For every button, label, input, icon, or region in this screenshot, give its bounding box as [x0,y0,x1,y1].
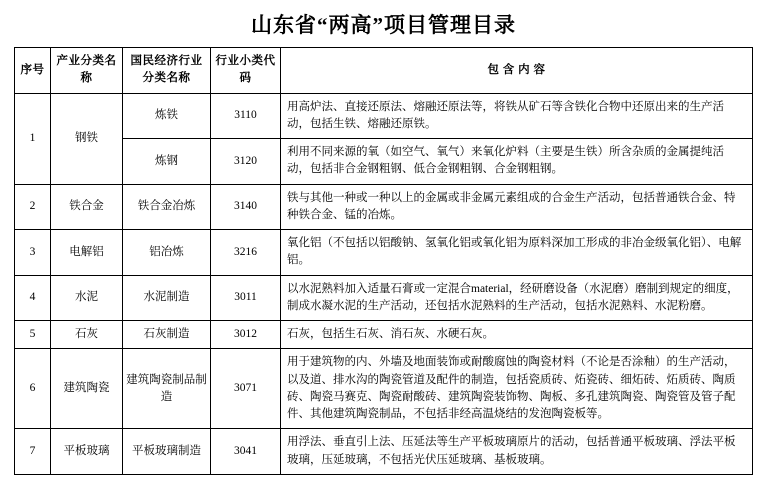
cell-code: 3120 [211,139,281,185]
cell-content: 石灰，包括生石灰、消石灰、水硬石灰。 [281,321,753,349]
table-row [15,321,753,349]
cell-content: 以水泥熟料加入适量石膏或一定混合material，经研磨设备（水泥磨）磨制到规定的细度，制成水凝水泥的生产活动，还包括水泥熟料的生产活动，包括水泥熟料、水泥粉磨。 [281,275,753,321]
column-header-industry: 国民经济行业分类名称 [123,48,211,94]
cell-content: 利用不同来源的氧（如空气、氧气）来氧化炉料（主要是生铁）所含杂质的金属提纯活动，包括非合金钢粗钢、低合金钢粗钢、合金钢粗钢。 [281,139,753,185]
table-row [15,275,753,321]
table-row [15,139,753,185]
cell-industry: 铝冶炼 [123,230,211,276]
column-header-content: 包 含 内 容 [281,48,753,94]
cell-code: 3110 [211,93,281,139]
table-header-row [15,48,753,94]
cell-category: 钢铁 [51,93,123,184]
table-row [15,230,753,276]
cell-category: 电解铝 [51,230,123,276]
cell-category: 铁合金 [51,184,123,230]
column-header-no: 序号 [15,48,51,94]
cell-no: 7 [15,429,51,475]
cell-content: 用浮法、垂直引上法、压延法等生产平板玻璃原片的活动，包括普通平板玻璃、浮法平板玻璃，压延玻璃，不包括光伏压延玻璃、基板玻璃。 [281,429,753,475]
cell-code: 3041 [211,429,281,475]
cell-content: 铁与其他一种或一种以上的金属或非金属元素组成的合金生产活动，包括普通铁合金、特种铁合金、锰的冶炼。 [281,184,753,230]
cell-industry: 平板玻璃制造 [123,429,211,475]
cell-no: 4 [15,275,51,321]
table-row [15,93,753,139]
cell-no: 1 [15,93,51,184]
cell-industry: 铁合金冶炼 [123,184,211,230]
cell-code: 3071 [211,349,281,429]
page-title: 山东省“两高”项目管理目录 [251,13,516,37]
cell-category: 建筑陶瓷 [51,349,123,429]
cell-code: 3216 [211,230,281,276]
cell-industry: 炼铁 [123,93,211,139]
cell-industry: 建筑陶瓷制品制造 [123,349,211,429]
column-header-category: 产业分类名称 [51,48,123,94]
cell-content: 氧化铝（不包括以铝酸钠、氢氧化铝或氧化铝为原料深加工形成的非冶金级氧化铝）、电解铝。 [281,230,753,276]
cell-category: 平板玻璃 [51,429,123,475]
cell-no: 6 [15,349,51,429]
cell-industry: 炼钢 [123,139,211,185]
cell-category: 石灰 [51,321,123,349]
cell-code: 3012 [211,321,281,349]
table-row [15,349,753,429]
table-row [15,429,753,475]
cell-content: 用于建筑物的内、外墙及地面装饰或耐酸腐蚀的陶瓷材料（不论是否涂釉）的生产活动，以及道、排水沟的陶瓷管道及配件的制造，包括瓷质砖、炻瓷砖、细炻砖、炻质砖、陶质砖、陶瓷马赛克、陶瓷耐酸砖、建筑陶瓷装饰物、陶板、多孔建筑陶瓷、陶瓷管及管子配件、其他建筑陶瓷制品，不包括非经高温烧结的发泡陶瓷板等。 [281,349,753,429]
cell-no: 5 [15,321,51,349]
cell-industry: 石灰制造 [123,321,211,349]
table-row [15,184,753,230]
cell-category: 水泥 [51,275,123,321]
column-header-code: 行业小类代码 [211,48,281,94]
cell-industry: 水泥制造 [123,275,211,321]
cell-no: 2 [15,184,51,230]
cell-no: 3 [15,230,51,276]
cell-code: 3011 [211,275,281,321]
catalog-table [14,47,753,475]
cell-content: 用高炉法、直接还原法、熔融还原法等，将铁从矿石等含铁化合物中还原出来的生产活动，包括生铁、熔融还原铁。 [281,93,753,139]
cell-code: 3140 [211,184,281,230]
